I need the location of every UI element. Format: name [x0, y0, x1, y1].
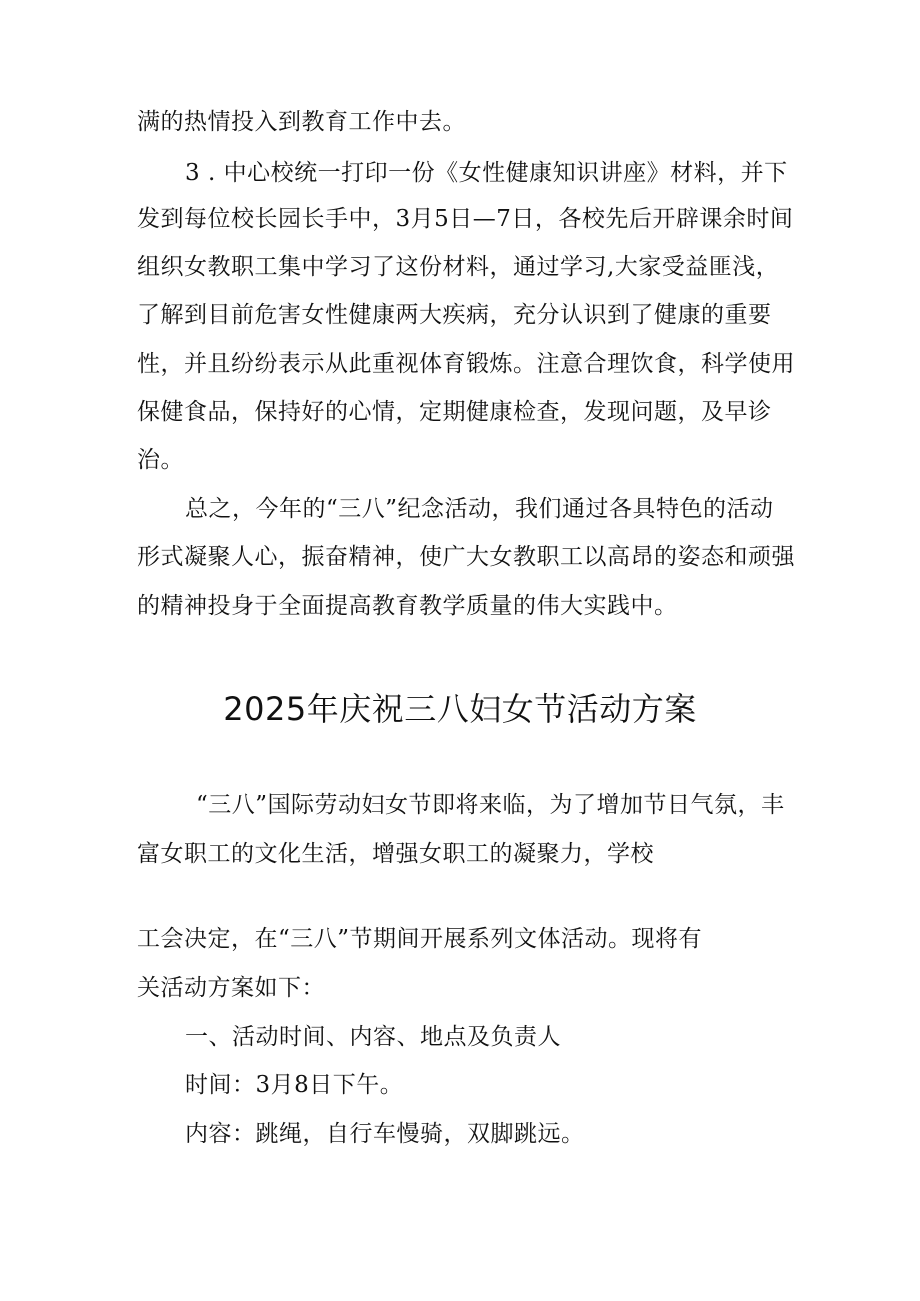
paragraph-line: 满的热情投入到教育工作中去。 [137, 109, 466, 135]
section-heading: 一、活动时间、内容、地点及负责人 [185, 1024, 561, 1050]
paragraph-line: “三八”国际劳动妇女节即将来临，为了增加节日气氛，丰 [196, 792, 785, 818]
paragraph-line: 保健食品，保持好的心情，定期健康检查，发现问题，及早诊 [137, 399, 772, 425]
paragraph-line: 总之，今年的“三八”纪念活动，我们通过各具特色的活动 [185, 496, 774, 522]
paragraph-line: 内容：跳绳，自行车慢骑，双脚跳远。 [185, 1121, 585, 1147]
document-title: 2025年庆祝三八妇女节活动方案 [223, 690, 697, 728]
paragraph-line: 了解到目前危害女性健康两大疾病，充分认识到了健康的重要 [137, 302, 772, 328]
paragraph-line: 富女职工的文化生活，增强女职工的凝聚力，学校 [137, 841, 654, 867]
paragraph-line: 的精神投身于全面提高教育教学质量的伟大实践中。 [137, 593, 678, 619]
paragraph-line: 时间：3月8日下午。 [185, 1072, 404, 1098]
paragraph-line: 3 . 中心校统一打印一份《女性健康知识讲座》材料，并下 [185, 160, 788, 186]
paragraph-line: 治。 [137, 447, 184, 473]
paragraph-line: 组织女教职工集中学习了这份材料，通过学习,大家受益匪浅， [137, 254, 780, 280]
paragraph-line: 性，并且纷纷表示从此重视体育锻炼。注意合理饮食，科学使用 [137, 351, 795, 377]
paragraph-line: 关活动方案如下： [137, 975, 325, 1001]
paragraph-line: 形式凝聚人心，振奋精神，使广大女教职工以高昂的姿态和顽强 [137, 544, 795, 570]
paragraph-line: 工会决定，在“三八”节期间开展系列文体活动。现将有 [137, 926, 703, 952]
paragraph-line: 发到每位校长园长手中，3月5日—7日，各校先后开辟课余时间 [137, 206, 794, 232]
